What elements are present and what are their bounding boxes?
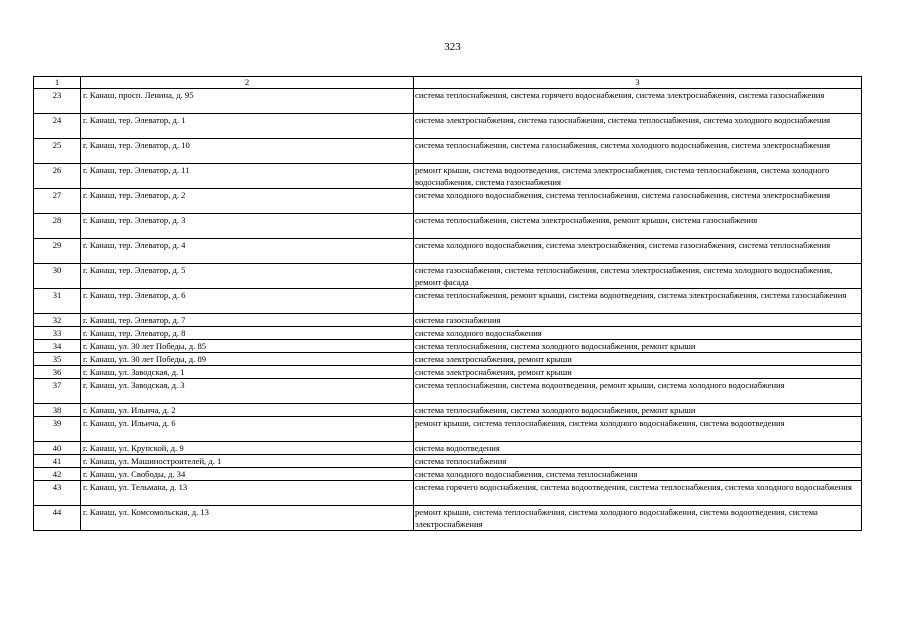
address-cell: г. Канаш, ул. Заводская, д. 3 (81, 379, 414, 404)
table-row (34, 340, 862, 353)
address-cell: г. Канаш, тер. Элеватор, д. 7 (81, 314, 414, 327)
row-number-cell: 25 (34, 139, 81, 164)
systems-cell: система горячего водоснабжения, система водоотведения, система теплоснабжения, система холодного водоснабжения (414, 481, 862, 506)
table-row (34, 417, 862, 442)
systems-cell: система холодного водоснабжения, система электроснабжения, система газоснабжения, система теплоснабжения (414, 239, 862, 264)
address-cell: г. Канаш, просп. Ленина, д. 95 (81, 89, 414, 114)
systems-cell: система теплоснабжения, система холодного водоснабжения, ремонт крыши (414, 340, 862, 353)
row-number-cell: 42 (34, 468, 81, 481)
systems-cell: система электроснабжения, система газоснабжения, система теплоснабжения, система холодного водоснабжения (414, 114, 862, 139)
column-header-systems: 3 (414, 77, 862, 89)
systems-cell: система теплоснабжения, система горячего водоснабжения, система электроснабжения, система газоснабжения (414, 89, 862, 114)
row-number-cell: 26 (34, 164, 81, 189)
row-number-cell: 38 (34, 404, 81, 417)
table-row (34, 314, 862, 327)
systems-cell: система теплоснабжения, ремонт крыши, система водоотведения, система электроснабжения, система газоснабжения (414, 289, 862, 314)
systems-cell: ремонт крыши, система теплоснабжения, система холодного водоснабжения, система водоотведения (414, 417, 862, 442)
address-cell: г. Канаш, тер. Элеватор, д. 6 (81, 289, 414, 314)
table-header-row (34, 77, 862, 89)
row-number-cell: 40 (34, 442, 81, 455)
table-row (34, 214, 862, 239)
table-row (34, 442, 862, 455)
table-row (34, 379, 862, 404)
row-number-cell: 34 (34, 340, 81, 353)
address-cell: г. Канаш, ул. Машиностроителей, д. 1 (81, 455, 414, 468)
row-number-cell: 32 (34, 314, 81, 327)
table-row (34, 264, 862, 289)
systems-cell: система газоснабжения, система теплоснабжения, система электроснабжения, система холодного водоснабжения, ремонт фасада (414, 264, 862, 289)
systems-cell: система теплоснабжения, система электроснабжения, ремонт крыши, система газоснабжения (414, 214, 862, 239)
row-number-cell: 31 (34, 289, 81, 314)
systems-cell: система теплоснабжения, система водоотведения, ремонт крыши, система холодного водоснабжения (414, 379, 862, 404)
address-cell: г. Канаш, ул. 30 лет Победы, д. 89 (81, 353, 414, 366)
table-row (34, 239, 862, 264)
row-number-cell: 33 (34, 327, 81, 340)
table-row (34, 327, 862, 340)
table-row (34, 289, 862, 314)
table-row (34, 481, 862, 506)
table-row (34, 164, 862, 189)
address-cell: г. Канаш, ул. Заводская, д. 1 (81, 366, 414, 379)
table-row (34, 353, 862, 366)
address-cell: г. Канаш, тер. Элеватор, д. 10 (81, 139, 414, 164)
row-number-cell: 28 (34, 214, 81, 239)
column-header-number: 1 (34, 77, 81, 89)
table-row (34, 468, 862, 481)
systems-cell: система холодного водоснабжения (414, 327, 862, 340)
address-cell: г. Канаш, ул. Ильича, д. 2 (81, 404, 414, 417)
systems-cell: система теплоснабжения, система холодного водоснабжения, ремонт крыши (414, 404, 862, 417)
table-row (34, 189, 862, 214)
row-number-cell: 27 (34, 189, 81, 214)
row-number-cell: 36 (34, 366, 81, 379)
row-number-cell: 37 (34, 379, 81, 404)
systems-cell: ремонт крыши, система водоотведения, система электроснабжения, система теплоснабжения, система холодного водоснабжения, система газоснабжения (414, 164, 862, 189)
page-number: 323 (444, 41, 461, 53)
table-row (34, 404, 862, 417)
address-cell: г. Канаш, ул. Тельмана, д. 13 (81, 481, 414, 506)
address-cell: г. Канаш, тер. Элеватор, д. 2 (81, 189, 414, 214)
address-cell: г. Канаш, тер. Элеватор, д. 8 (81, 327, 414, 340)
table-row (34, 139, 862, 164)
address-cell: г. Канаш, ул. Комсомольская, д. 13 (81, 506, 414, 531)
table-row (34, 114, 862, 139)
row-number-cell: 43 (34, 481, 81, 506)
systems-cell: система газоснабжения (414, 314, 862, 327)
address-cell: г. Канаш, тер. Элеватор, д. 5 (81, 264, 414, 289)
address-cell: г. Канаш, тер. Элеватор, д. 3 (81, 214, 414, 239)
systems-cell: система электроснабжения, ремонт крыши (414, 353, 862, 366)
systems-cell: система электроснабжения, ремонт крыши (414, 366, 862, 379)
systems-cell: система холодного водоснабжения, система теплоснабжения (414, 468, 862, 481)
row-number-cell: 35 (34, 353, 81, 366)
systems-cell: ремонт крыши, система теплоснабжения, система холодного водоснабжения, система водоотведения, система электроснабжения (414, 506, 862, 531)
row-number-cell: 23 (34, 89, 81, 114)
address-cell: г. Канаш, ул. Крупской, д. 9 (81, 442, 414, 455)
systems-cell: система водоотведения (414, 442, 862, 455)
address-cell: г. Канаш, ул. Ильича, д. 6 (81, 417, 414, 442)
row-number-cell: 30 (34, 264, 81, 289)
row-number-cell: 24 (34, 114, 81, 139)
address-cell: г. Канаш, тер. Элеватор, д. 4 (81, 239, 414, 264)
address-cell: г. Канаш, ул. Свободы, д. 34 (81, 468, 414, 481)
register-table (33, 76, 862, 531)
table-row (34, 366, 862, 379)
table-row (34, 89, 862, 114)
row-number-cell: 44 (34, 506, 81, 531)
address-cell: г. Канаш, ул. 30 лет Победы, д. 85 (81, 340, 414, 353)
systems-cell: система теплоснабжения, система газоснабжения, система холодного водоснабжения, система электроснабжения (414, 139, 862, 164)
table-row (34, 455, 862, 468)
row-number-cell: 29 (34, 239, 81, 264)
address-cell: г. Канаш, тер. Элеватор, д. 1 (81, 114, 414, 139)
row-number-cell: 41 (34, 455, 81, 468)
table-row (34, 506, 862, 531)
column-header-address: 2 (81, 77, 414, 89)
systems-cell: система холодного водоснабжения, система теплоснабжения, система газоснабжения, система электроснабжения (414, 189, 862, 214)
systems-cell: система теплоснабжения (414, 455, 862, 468)
row-number-cell: 39 (34, 417, 81, 442)
address-cell: г. Канаш, тер. Элеватор, д. 11 (81, 164, 414, 189)
